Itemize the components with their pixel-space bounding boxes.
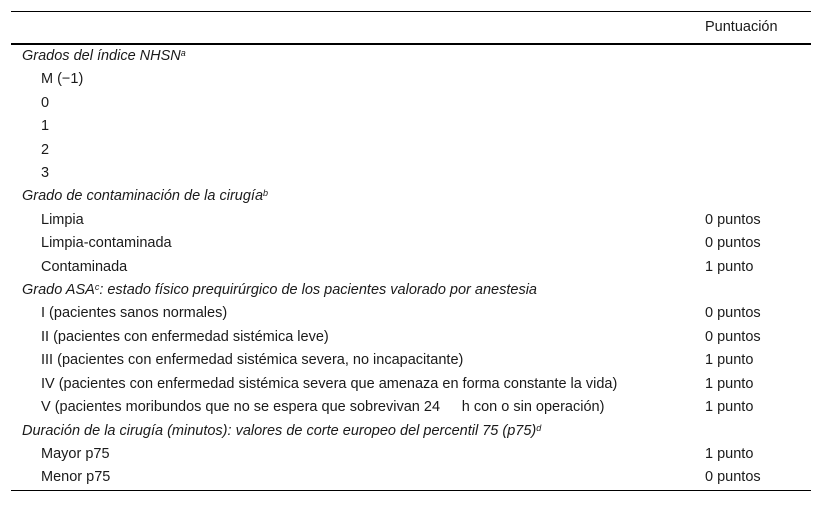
- row-label: Limpia-contaminada: [41, 235, 172, 252]
- table-header-row: [11, 12, 811, 45]
- section-title: Duración de la cirugía (minutos): valores de corte europeo del percentil 75 $(p75)^d$: [22, 422, 542, 439]
- table-row: [11, 302, 811, 325]
- row-score: 0 puntos: [705, 305, 761, 322]
- table-row: [11, 256, 811, 279]
- table-row: [11, 115, 811, 138]
- footnote-marker: d: [536, 422, 542, 433]
- row-label: I (pacientes sanos normales): [41, 305, 228, 322]
- row-label: V (pacientes moribundos que no se espera que sobrevivan 24 h con o sin operación): [41, 399, 605, 416]
- row-score: 0 puntos: [705, 328, 761, 345]
- section-row: [11, 279, 811, 302]
- row-score: [705, 139, 811, 162]
- section-title: Grado de contaminación de la cirugía$^b$: [22, 188, 269, 205]
- section-row: [11, 44, 811, 68]
- table-row: [11, 162, 811, 185]
- row-score: [705, 115, 811, 138]
- section-title: Grados del índice NHSN$^a$: [22, 48, 186, 64]
- section-title: Grado ASA$^c$: estado físico prequirúrgico de los pacientes valorado por anestesia: [22, 282, 537, 299]
- footnote-marker: b: [263, 188, 269, 199]
- row-label: IV (pacientes con enfermedad sistémica severa que amenaza en forma constante la vida): [41, 375, 618, 392]
- table-row: [11, 139, 811, 162]
- row-label: 1: [41, 118, 50, 135]
- scoring-table: [11, 11, 811, 491]
- row-score: 0 puntos: [705, 466, 811, 490]
- row-score: 1 punto: [705, 399, 754, 416]
- row-label: Limpia: [41, 211, 84, 228]
- footnote-marker: c: [94, 282, 100, 293]
- row-score: [705, 68, 811, 91]
- row-score: 0 puntos: [705, 211, 761, 228]
- row-label: III (pacientes con enfermedad sistémica severa, no incapacitante): [41, 352, 464, 369]
- header-cell-blank: [11, 12, 705, 45]
- section-row: [11, 185, 811, 208]
- row-label: Contaminada: [41, 258, 128, 275]
- table-row: [11, 68, 811, 91]
- row-score: 1 punto: [705, 445, 754, 462]
- table-row: [11, 232, 811, 255]
- table-row: [11, 92, 811, 115]
- row-label: II (pacientes con enfermedad sistémica leve): [41, 328, 329, 345]
- table-row: [11, 466, 811, 490]
- table-row: [11, 209, 811, 232]
- row-label: 2: [41, 141, 50, 158]
- footnote-marker: a: [180, 48, 186, 58]
- row-score: 1 punto: [705, 375, 754, 392]
- table-row: [11, 396, 811, 419]
- row-score: 0 puntos: [705, 235, 761, 252]
- row-label: 0: [41, 94, 50, 111]
- row-score: [705, 162, 811, 185]
- table-row: [11, 326, 811, 349]
- table-row: [11, 349, 811, 372]
- table-row: [11, 443, 811, 466]
- table-row: [11, 373, 811, 396]
- row-label: 3: [41, 165, 50, 182]
- header-cell-puntuacion: Puntuación: [705, 12, 811, 45]
- row-label: M (−1): [41, 71, 84, 88]
- section-row: [11, 420, 811, 443]
- row-score: 1 punto: [705, 352, 754, 369]
- row-score: 1 punto: [705, 258, 754, 275]
- row-score: [705, 92, 811, 115]
- row-label: Menor p75: [11, 466, 705, 490]
- row-label: Mayor p75: [41, 445, 110, 462]
